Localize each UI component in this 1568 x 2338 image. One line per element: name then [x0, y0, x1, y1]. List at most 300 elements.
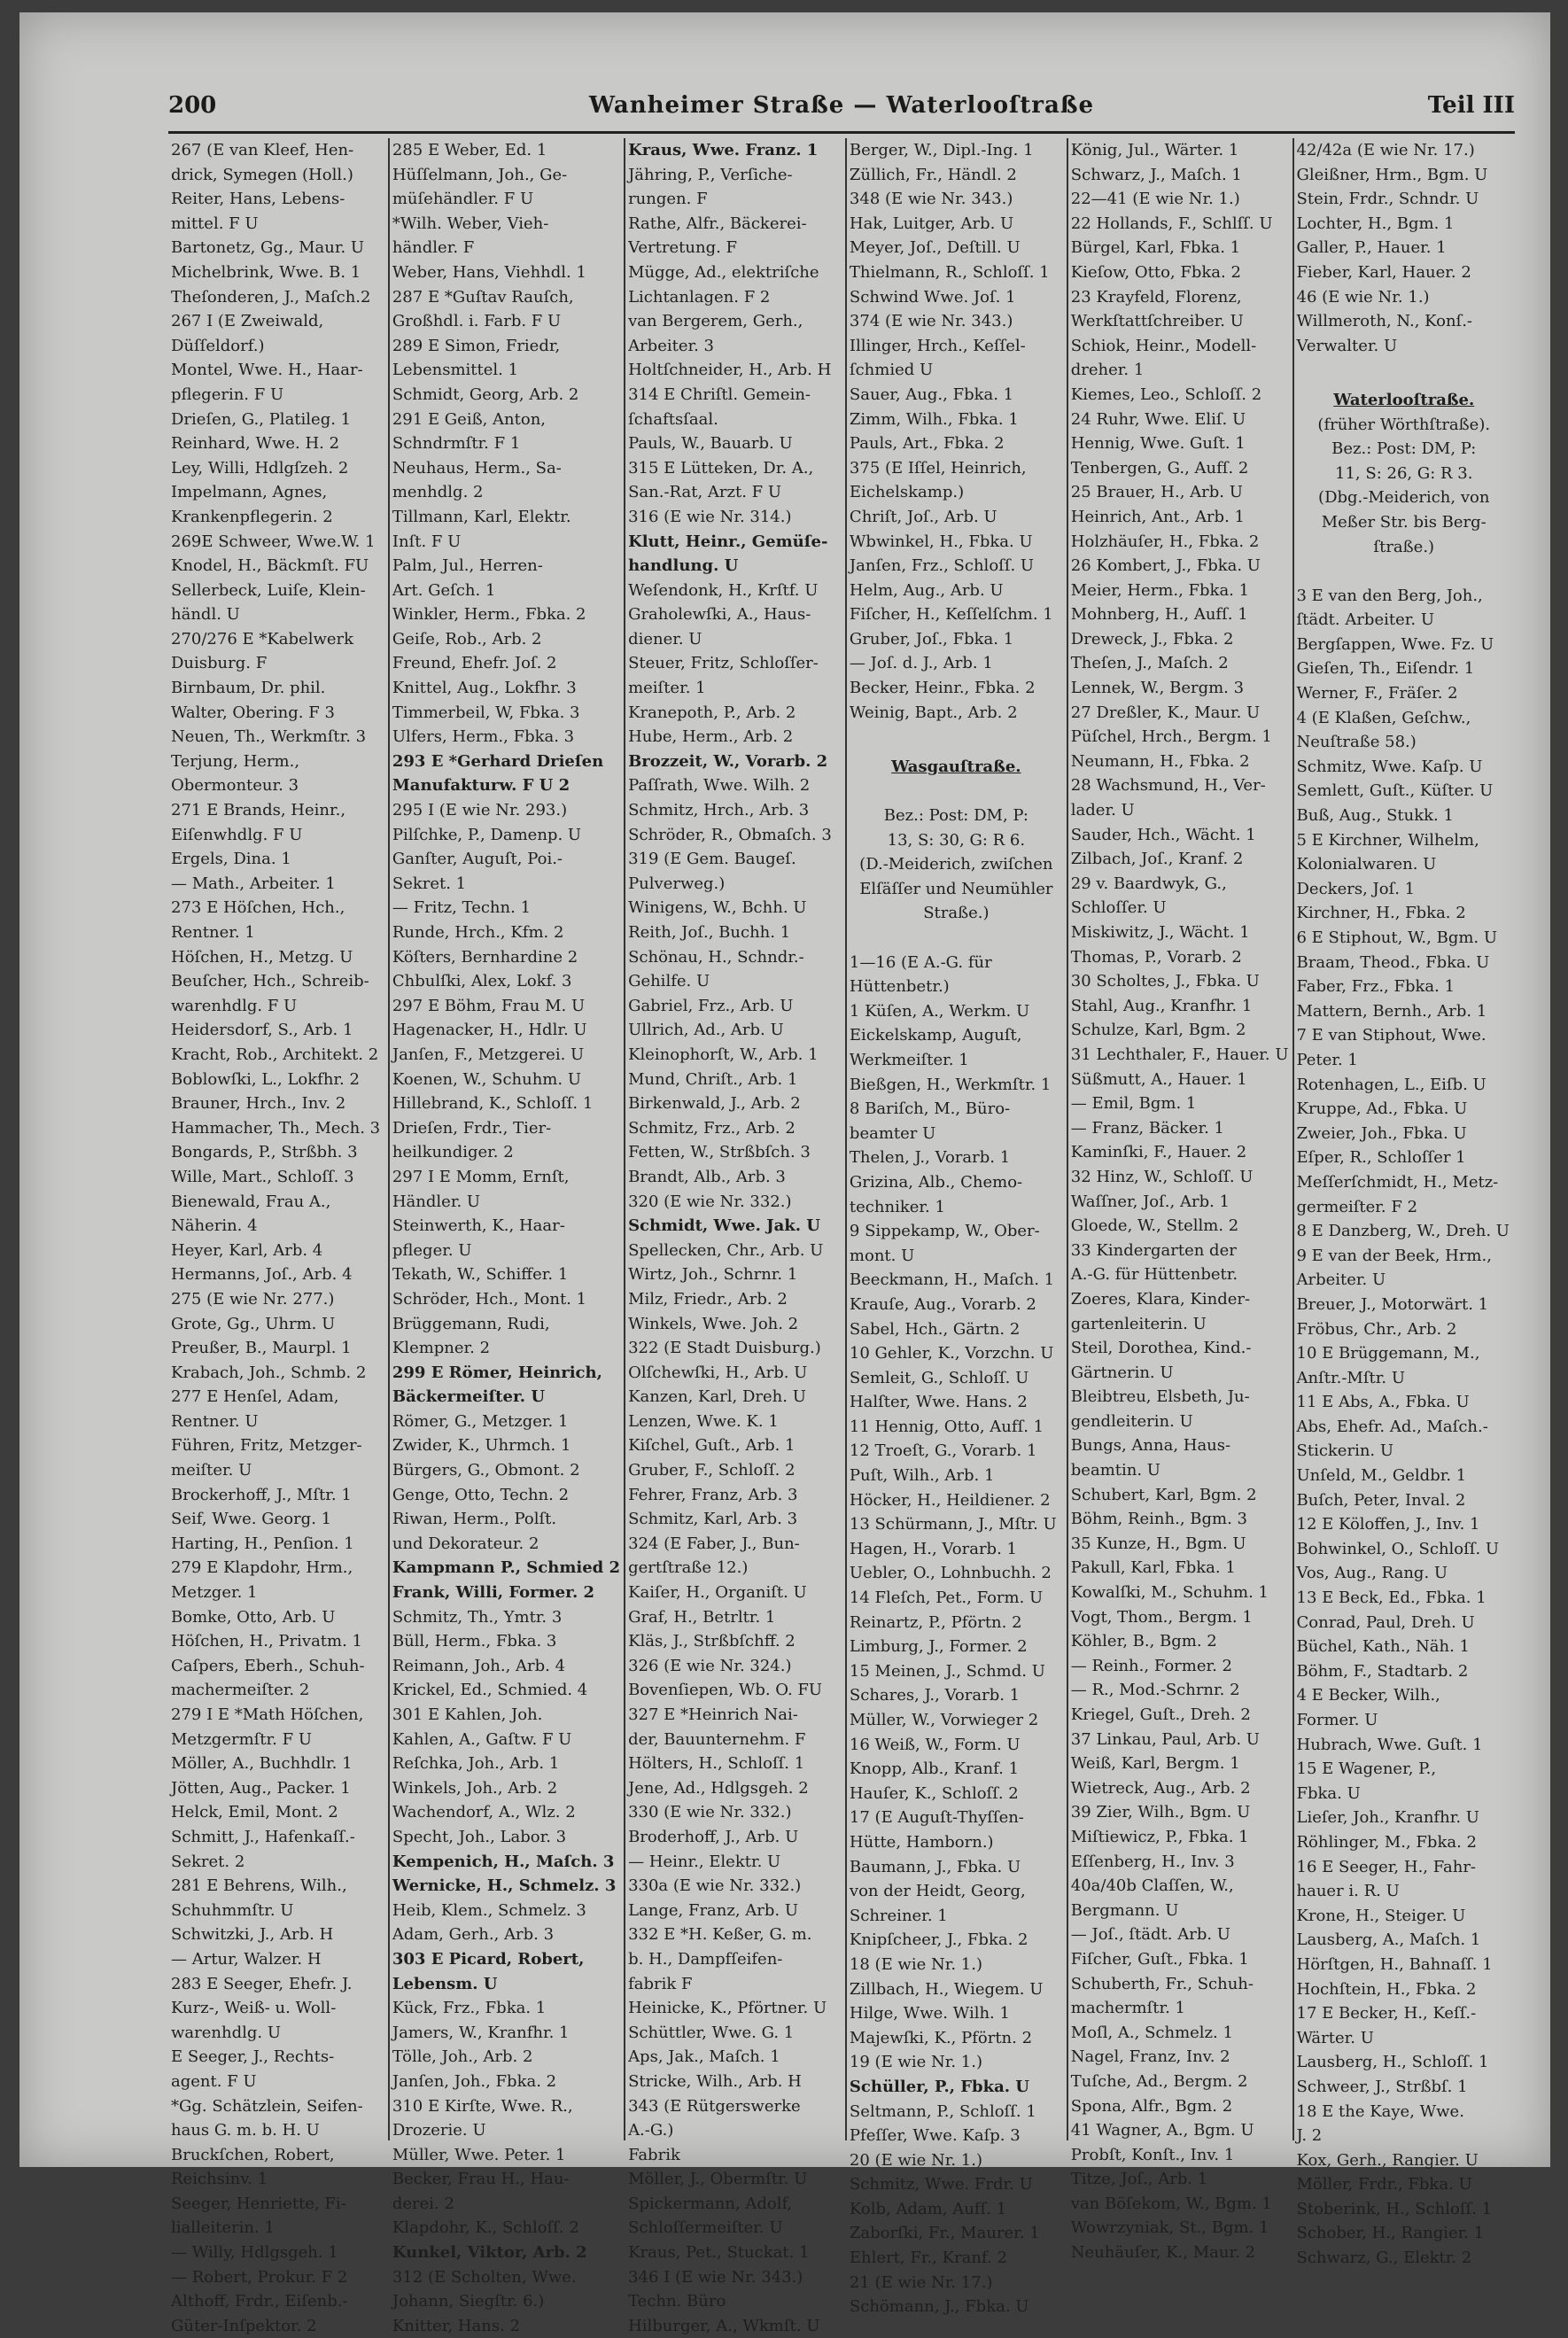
directory-entry: 348 (E wie Nr. 343.): [849, 190, 1013, 209]
directory-entry: Olſchewſki, H., Arb. U: [628, 1363, 808, 1382]
directory-entry: 14 Fleſch, Pet., Form. U: [849, 1588, 1044, 1608]
directory-entry: Kirchner, H., Fbka. 2: [1296, 904, 1466, 923]
directory-entry: Adam, Gerh., Arb. 3: [392, 1925, 555, 1945]
directory-entry: Chriſt, Joſ., Arb. U: [849, 507, 997, 526]
directory-entry: Krickel, Ed., Schmied. 4: [392, 1681, 588, 1700]
directory-entry: Spellecken, Chr., Arb. U: [628, 1240, 824, 1260]
directory-entry: Steuer, Fritz, Schloſſer-: [628, 654, 819, 673]
directory-entry: Ehlert, Fr., Kranf. 2: [849, 2249, 1007, 2268]
directory-entry: 46 (E wie Nr. 1.): [1296, 287, 1430, 307]
directory-entry: 11 E Abs, A., Fbka. U: [1296, 1393, 1470, 1412]
directory-entry: Chbulſki, Alex, Lokf. 3: [392, 972, 572, 991]
directory-entry: Thelen, J., Vorarb. 1: [849, 1148, 1011, 1168]
directory-entry: 343 (E Rütgerswerke: [628, 2096, 801, 2116]
directory-entry: Schüller, P., Fbka. U: [849, 2077, 1029, 2096]
directory-entry: Zillbach, H., Wiegem. U: [849, 1979, 1044, 1999]
directory-entry: Art. Geſch. 1: [392, 580, 496, 600]
directory-entry: Broderhoff, J., Arb. U: [628, 1827, 799, 1846]
directory-entry: Stein, Frdr., Schndr. U: [1296, 190, 1479, 209]
directory-entry: Dreweck, J., Fbka. 2: [1070, 629, 1234, 649]
directory-entry: A.-G.): [628, 2121, 674, 2140]
directory-entry: 15 Meinen, J., Schmd. U: [849, 1661, 1045, 1681]
directory-entry: Bungs, Anna, Haus-: [1070, 1436, 1231, 1456]
directory-entry: Winigens, W., Bchh. U: [628, 898, 807, 918]
directory-entry: Höſchen, H., Metzg. U: [171, 947, 353, 967]
directory-entry: Inſt. F U: [392, 532, 462, 551]
directory-entry: beamter U: [849, 1123, 936, 1143]
directory-entry: Brozzeit, W., Vorarb. 2: [628, 751, 828, 771]
directory-entry: 42/42a (E wie Nr. 17.): [1296, 141, 1475, 159]
directory-entry: Kleinophorſt, W., Arb. 1: [628, 1045, 819, 1064]
directory-entry: [850, 926, 1063, 951]
directory-entry: 17 E Becker, H., Keſſ.-: [1296, 2004, 1477, 2023]
directory-entry: Klempner. 2: [392, 1339, 491, 1358]
directory-entry: Reſchka, Joh., Arb. 1: [392, 1754, 560, 1774]
directory-entry: 275 (E wie Nr. 277.): [171, 1289, 335, 1309]
directory-entry: Meyer, Joſ., Deſtill. U: [849, 238, 1021, 258]
directory-entry: 13 E Beck, Ed., Fbka. 1: [1296, 1588, 1486, 1608]
directory-entry: Wowrzyniak, St., Bgm. 1: [1070, 2218, 1269, 2238]
directory-entry: Illinger, Hrch., Keſſel-: [849, 336, 1026, 355]
directory-entry: Manufakturw. F U 2: [392, 776, 571, 796]
directory-entry: Heidersdorf, S., Arb. 1: [171, 1021, 353, 1040]
directory-entry: Gruber, Joſ., Fbka. 1: [849, 629, 1014, 649]
directory-entry: mittel. F U: [171, 214, 259, 233]
directory-entry: Pauls, W., Bauarb. U: [628, 434, 793, 454]
directory-entry: Schreiner. 1: [849, 1906, 948, 1925]
directory-entry: Hammacher, Th., Mech. 3: [171, 1118, 381, 1138]
directory-entry: Holtſchneider, H., Arb. H: [628, 361, 832, 380]
directory-entry: Sabel, Hch., Gärtn. 2: [849, 1319, 1021, 1339]
directory-entry: Walter, Obering. F 3: [171, 703, 335, 722]
directory-entry: Gärtnerin. U: [1070, 1363, 1174, 1382]
directory-entry: Waſſner, Joſ., Arb. 1: [1070, 1192, 1230, 1211]
street-note: Bez.: Post: DM, P:: [883, 806, 1029, 826]
directory-entry: Arbeiter. U: [1296, 1270, 1386, 1290]
directory-entry: germeiſter. F 2: [1296, 1197, 1418, 1216]
directory-entry: Böhm, F., Stadtarb. 2: [1296, 1661, 1469, 1681]
directory-entry: 8 Bariſch, M., Büro-: [849, 1099, 1011, 1119]
directory-entry: Mattern, Bernh., Arb. 1: [1296, 1001, 1487, 1021]
directory-entry: Sauder, Hch., Wächt. 1: [1070, 825, 1256, 844]
directory-entry: 15 E Wagener, P.,: [1296, 1759, 1437, 1779]
directory-entry: 1 Küſen, A., Werkm. U: [849, 1001, 1030, 1021]
directory-entry: Sekret. 2: [171, 1852, 245, 1871]
directory-entry: Tekath, W., Schiffer. 1: [392, 1265, 569, 1285]
directory-entry: 32 Hinz, W., Schloſſ. U: [1070, 1167, 1254, 1186]
directory-entry: Schmidt, Georg, Arb. 2: [392, 384, 579, 404]
directory-entry: Neuhaus, Herm., Sa-: [392, 458, 562, 478]
directory-entry: 20 (E wie Nr. 1.): [849, 2150, 982, 2170]
directory-entry: Heinrich, Ant., Arb. 1: [1070, 507, 1245, 526]
directory-entry: Mohnberg, H., Aufſ. 1: [1070, 605, 1248, 625]
directory-entry: Hube, Herm., Arb. 2: [628, 727, 794, 747]
directory-entry: 7 E van Stiphout, Wwe.: [1296, 1026, 1486, 1045]
street-heading: Waterlooſtraße.: [1333, 390, 1475, 409]
directory-entry: Knodel, H., Bäckmſt. FU: [171, 556, 369, 576]
directory-entry: Schuberth, Fr., Schuh-: [1070, 1974, 1254, 1993]
directory-entry: Graf, H., Betrltr. 1: [628, 1607, 776, 1627]
directory-entry: Gabriel, Frz., Arb. U: [628, 996, 794, 1015]
directory-entry: Brüggemann, Rudi,: [392, 1314, 550, 1333]
directory-entry: Neuen, Th., Werkmſtr. 3: [171, 727, 367, 747]
directory-entry: Kraus, Wwe. Franz. 1: [628, 141, 819, 159]
directory-entry: Freund, Ehefr. Joſ. 2: [392, 654, 557, 673]
directory-entry: Heinicke, K., Pförtner. U: [628, 1999, 827, 2018]
directory-entry: Hüttenbetr.): [849, 977, 950, 997]
directory-entry: ſtädt. Arbeiter. U: [1296, 610, 1434, 630]
directory-entry: Hölters, H., Schloſſ. 1: [628, 1754, 805, 1774]
directory-entry: Seeger, Henriette, Fi-: [171, 2194, 346, 2213]
directory-entry: 267 I (E Zweiwald,: [171, 312, 324, 331]
directory-entry: Ergels, Dina. 1: [171, 850, 291, 869]
directory-entry: Graholewſki, A., Haus-: [628, 605, 811, 625]
directory-entry: Theſen, J., Maſch. 2: [1070, 654, 1229, 673]
directory-entry: lialleiterin. 1: [171, 2218, 275, 2238]
directory-entry: beamtin. U: [1070, 1461, 1160, 1480]
directory-entry: Lausberg, A., Maſch. 1: [1296, 1930, 1481, 1950]
directory-entry: pflegerin. F U: [171, 384, 284, 404]
directory-entry: 18 E the Kaye, Wwe.: [1296, 2101, 1464, 2121]
directory-entry: Duisburg. F: [171, 654, 268, 673]
directory-entry: 267 (E van Kleef, Hen-: [171, 141, 354, 159]
directory-entry: Grote, Gg., Uhrm. U: [171, 1314, 336, 1333]
directory-entry: Schmidt, Wwe. Jak. U: [628, 1216, 821, 1236]
directory-entry: agent. F U: [171, 2071, 257, 2091]
directory-entry: 374 (E wie Nr. 343.): [849, 312, 1013, 331]
directory-entry: 269E Schweer, Wwe.W. 1: [171, 532, 376, 551]
directory-columns: [168, 138, 1515, 2335]
directory-entry: Becker, Frau H., Hau-: [392, 2170, 570, 2189]
directory-entry: Schwarz, G., Elektr. 2: [1296, 2249, 1472, 2268]
directory-entry: warenhdlg. U: [171, 2023, 281, 2042]
directory-entry: Klutt, Heinr., Gemüſe-: [628, 532, 828, 551]
directory-entry: Mügge, Ad., elektriſche: [628, 262, 819, 282]
directory-entry: Janſen, Frz., Schloſſ. U: [849, 556, 1035, 576]
directory-entry: Vertretung. F: [628, 238, 738, 258]
directory-entry: Koenen, W., Schuhm. U: [392, 1069, 581, 1089]
directory-entry: 279 I E *Math Höſchen,: [171, 1705, 364, 1724]
directory-entry: Hochſtein, H., Fbka. 2: [1296, 1979, 1477, 1999]
directory-entry: 21 (E wie Nr. 17.): [849, 2272, 993, 2292]
directory-entry: 279 E Klapdohr, Hrm.,: [171, 1558, 353, 1578]
directory-entry: 297 I E Momm, Ernſt,: [392, 1167, 570, 1186]
directory-entry: Breuer, J., Motorwärt. 1: [1296, 1294, 1489, 1314]
directory-entry: — Joſ., ſtädt. Arb. U: [1070, 1925, 1230, 1945]
directory-entry: Halſter, Wwe. Hans. 2: [849, 1393, 1028, 1412]
directory-entry: A.-G. für Hüttenbetr.: [1070, 1265, 1238, 1285]
directory-entry: 16 E Seeger, H., Fahr-: [1296, 1857, 1477, 1876]
directory-entry: Müller, W., Vorwieger 2: [849, 1711, 1039, 1729]
directory-entry: 10 Gehler, K., Vorzchn. U: [849, 1344, 1054, 1363]
directory-entry: heilkundiger. 2: [392, 1143, 514, 1162]
directory-entry: 283 E Seeger, Ehefr. J.: [171, 1974, 353, 1993]
directory-entry: 22 Hollands, F., Schlſſ. U: [1070, 214, 1273, 233]
directory-entry: Hagen, H., Vorarb. 1: [849, 1539, 1017, 1558]
directory-entry: 6 E Stiphout, W., Bgm. U: [1296, 928, 1498, 947]
directory-entry: Kempenich, H., Maſch. 3: [392, 1852, 615, 1871]
directory-entry: Semlett, Guſt., Küſter. U: [1296, 781, 1494, 801]
directory-entry: Fetten, W., Strßbſch. 3: [628, 1143, 811, 1162]
directory-entry: Schweer, J., Strßbſ. 1: [1296, 2077, 1468, 2096]
directory-entry: Hermanns, Joſ., Arb. 4: [171, 1265, 353, 1285]
directory-entry: Kaminſki, F., Hauer. 2: [1070, 1143, 1247, 1162]
directory-entry: — Heinr., Elektr. U: [628, 1852, 781, 1871]
directory-entry: Rotenhagen, L., Eiſb. U: [1296, 1075, 1486, 1094]
directory-entry: Knopp, Alb., Kranf. 1: [849, 1759, 1020, 1779]
directory-entry: Helm, Aug., Arb. U: [849, 580, 1004, 600]
directory-entry: ſchmied U: [849, 361, 934, 380]
directory-entry: Probſt, Konſt., Inv. 1: [1070, 2145, 1235, 2164]
directory-entry: Harting, H., Penſion. 1: [171, 1534, 354, 1553]
directory-entry: 17 (E Auguſt-Thyſſen-: [849, 1808, 1024, 1828]
directory-entry: Bergſappen, Wwe. Fz. U: [1296, 634, 1494, 654]
directory-entry: 281 E Behrens, Wilh.,: [171, 1876, 347, 1896]
directory-entry: Specht, Joh., Labor. 3: [392, 1827, 567, 1846]
directory-entry: 285 E Weber, Ed. 1: [392, 141, 547, 159]
directory-entry: Impelmann, Agnes,: [171, 483, 328, 502]
street-note: Straße.): [923, 904, 990, 923]
directory-entry: 273 E Höſchen, Hch.,: [171, 898, 345, 918]
directory-entry: Winkler, Herm., Fbka. 2: [392, 605, 586, 625]
directory-entry: Semleit, G., Schloſſ. U: [849, 1368, 1029, 1387]
directory-entry: techniker. 1: [849, 1197, 945, 1216]
directory-entry: Buſch, Peter, Inval. 2: [1296, 1490, 1466, 1510]
directory-entry: Gleißner, Hrm., Bgm. U: [1296, 165, 1488, 184]
directory-entry: Spickermann, Adolf,: [628, 2194, 793, 2213]
directory-entry: Rentner. 1: [171, 923, 255, 942]
directory-entry: Drieſen, Frdr., Tier-: [392, 1118, 552, 1138]
directory-entry: Näherin. 4: [171, 1216, 258, 1236]
directory-entry: — Reinh., Former. 2: [1070, 1656, 1233, 1675]
directory-entry: hauer i. R. U: [1296, 1882, 1400, 1901]
directory-entry: Krankenpflegerin. 2: [171, 507, 333, 526]
directory-entry: Schares, J., Vorarb. 1: [849, 1686, 1021, 1705]
directory-entry: Lebensmittel. 1: [392, 361, 519, 380]
directory-entry: Steinwerth, K., Haar-: [392, 1216, 565, 1236]
directory-entry: händler. F: [392, 238, 475, 258]
directory-entry: Großhdl. i. Farb. F U: [392, 312, 562, 331]
directory-entry: Werkſtattſchreiber. U: [1070, 312, 1244, 331]
directory-entry: Seif, Wwe. Georg. 1: [171, 1510, 332, 1529]
directory-entry: Schndrmſtr. F 1: [392, 434, 521, 454]
directory-entry: 30 Scholtes, J., Fbka. U: [1070, 972, 1260, 991]
directory-entry: Birnbaum, Dr. phil.: [171, 679, 326, 698]
directory-entry: Mund, Chriſt., Arb. 1: [628, 1069, 798, 1089]
directory-entry: Weinig, Bapt., Arb. 2: [849, 703, 1018, 722]
directory-entry: Winkels, Wwe. Joh. 2: [628, 1314, 799, 1333]
directory-entry: Zilbach, Joſ., Kranf. 2: [1070, 850, 1244, 869]
directory-entry: 13 Schürmann, J., Mſtr. U: [849, 1515, 1057, 1534]
directory-entry: drick, Symegen (Holl.): [171, 165, 353, 184]
directory-entry: Wietreck, Aug., Arb. 2: [1070, 1778, 1251, 1798]
directory-entry: Thomas, P., Vorarb. 2: [1070, 947, 1242, 967]
directory-entry: Hilge, Wwe. Wilh. 1: [849, 2004, 1010, 2023]
directory-entry: Faber, Frz., Fbka. 1: [1296, 977, 1455, 997]
street-note: (D.-Meiderich, zwiſchen: [859, 855, 1053, 874]
directory-entry: Verwalter. U: [1296, 336, 1398, 355]
directory-entry: 293 E *Gerhard Drieſen: [392, 751, 604, 771]
directory-entry: dreher. 1: [1070, 361, 1145, 380]
directory-entry: Lenzen, Wwe. K. 1: [628, 1411, 779, 1431]
directory-entry: Pauls, Art., Fbka. 2: [849, 434, 1005, 454]
directory-entry: 330 (E wie Nr. 332.): [628, 1803, 792, 1822]
directory-entry: Händler. U: [392, 1192, 481, 1211]
directory-entry: Titze, Joſ., Arb. 1: [1070, 2170, 1208, 2189]
directory-entry: [1297, 559, 1512, 584]
directory-entry: Römer, G., Metzger. 1: [392, 1411, 569, 1431]
directory-entry: menhdlg. 2: [392, 483, 484, 502]
directory-entry: Schmitz, Frz., Arb. 2: [628, 1118, 796, 1138]
directory-entry: Wirtz, Joh., Schrnr. 1: [628, 1265, 798, 1285]
directory-entry: Wärter. U: [1296, 2028, 1374, 2047]
directory-entry: Limburg, J., Former. 2: [849, 1637, 1028, 1657]
directory-entry: 322 (E Stadt Duisburg.): [628, 1339, 821, 1358]
directory-entry: 310 E Kirſte, Wwe. R.,: [392, 2096, 573, 2116]
directory-entry: 24 Ruhr, Wwe. Eliſ. U: [1070, 409, 1246, 429]
directory-entry: Fröbus, Chr., Arb. 2: [1296, 1319, 1457, 1339]
directory-entry: 9 Sippekamp, W., Ober-: [849, 1222, 1040, 1241]
directory-entry: Grizina, Alb., Chemo-: [849, 1172, 1023, 1192]
directory-entry: 299 E Römer, Heinrich,: [392, 1363, 602, 1382]
directory-entry: Knittel, Aug., Lokfhr. 3: [392, 679, 577, 698]
directory-entry: Neumann, H., Fbka. 2: [1070, 751, 1250, 771]
directory-entry: 316 (E wie Nr. 314.): [628, 507, 792, 526]
directory-entry: 346 I (E wie Nr. 343.): [628, 2267, 803, 2287]
directory-entry: Zimm, Wilh., Fbka. 1: [849, 409, 1019, 429]
directory-entry: — Robert, Prokur. F 2: [171, 2267, 348, 2287]
directory-entry: Fehrer, Franz, Arb. 3: [628, 1485, 798, 1504]
directory-entry: Lieſer, Joh., Kranfhr. U: [1296, 1808, 1479, 1828]
directory-entry: Weber, Hans, Viehhdl. 1: [392, 262, 586, 282]
directory-entry: Güter-Inſpektor. 2: [171, 2316, 317, 2335]
directory-entry: Kox, Gerh., Rangier. U: [1296, 2150, 1479, 2170]
page-number: 200: [168, 92, 217, 119]
directory-entry: Fiſcher, H., Keſſelſchm. 1: [849, 605, 1053, 625]
directory-entry: Bartonetz, Gg., Maur. U: [171, 238, 365, 258]
directory-entry: Riwan, Herm., Polſt.: [392, 1510, 557, 1529]
directory-entry: Majewſki, K., Pförtn. 2: [849, 2028, 1033, 2047]
directory-entry: Werkmeiſter. 1: [849, 1050, 969, 1069]
directory-entry: gendleiterin. U: [1070, 1411, 1193, 1431]
directory-entry: Montel, Wwe. H., Haar-: [171, 361, 363, 380]
directory-entry: Jötten, Aug., Packer. 1: [171, 1778, 351, 1798]
directory-entry: Meſſerſchmidt, H., Metz-: [1296, 1172, 1499, 1192]
directory-entry: Knipſcheer, J., Fbka. 2: [849, 1930, 1029, 1950]
directory-entry: Drozerie. U: [392, 2121, 486, 2140]
directory-entry: Hennig, Wwe. Guſt. 1: [1070, 434, 1246, 454]
directory-entry: van Bergerem, Gerh.,: [628, 312, 803, 331]
directory-entry: Reinhard, Wwe. H. 2: [171, 434, 340, 454]
directory-entry: Beuſcher, Hch., Schreib-: [171, 972, 369, 991]
directory-entry: Rentner. U: [171, 1411, 259, 1431]
directory-entry: Jähring, P., Verſiche-: [628, 165, 793, 184]
directory-entry: Jamers, W., Kranfhr. 1: [392, 2023, 570, 2042]
directory-entry: [850, 725, 1063, 750]
directory-entry: 12 Troeſt, G., Vorarb. 1: [849, 1441, 1037, 1461]
directory-entry: Kieſow, Otto, Fbka. 2: [1070, 262, 1241, 282]
directory-entry: Hagenacker, H., Hdlr. U: [392, 1021, 587, 1040]
directory-entry: Eichelskamp.): [849, 483, 965, 502]
directory-entry: Hilburger, A., Wkmſt. U: [628, 2316, 820, 2335]
directory-entry: Reiter, Hans, Lebens-: [171, 190, 345, 209]
directory-entry: Müller, Wwe. Peter. 1: [392, 2145, 566, 2164]
directory-entry: Krauſe, Aug., Vorarb. 2: [849, 1294, 1036, 1314]
directory-entry: — R., Mod.-Schrnr. 2: [1070, 1681, 1240, 1700]
directory-entry: Arbeiter. 3: [628, 336, 715, 355]
directory-entry: Vogt, Thom., Bergm. 1: [1070, 1607, 1253, 1627]
street-note: 11, S: 26, G: R 3.: [1335, 463, 1473, 483]
directory-entry: Bruckſchen, Robert,: [171, 2145, 335, 2164]
directory-entry: Heib, Klem., Schmelz. 3: [392, 1900, 586, 1920]
directory-entry: Köhler, B., Bgm. 2: [1070, 1632, 1217, 1651]
directory-entry: Schröder, Hch., Mont. 1: [392, 1289, 587, 1309]
directory-entry: b. H., Dampfſeifen-: [628, 1949, 783, 1969]
directory-entry: 29 v. Baardwyk, G.,: [1070, 874, 1227, 893]
directory-entry: Puſt, Wilh., Arb. 1: [849, 1466, 995, 1486]
directory-entry: Bovenſiepen, Wb. O. FU: [628, 1681, 823, 1700]
street-note: (Dbg.-Meiderich, von: [1318, 488, 1490, 508]
directory-entry: Hauſer, K., Schloſſ. 2: [849, 1783, 1019, 1803]
directory-entry: 315 E Lütteken, Dr. A.,: [628, 458, 814, 478]
directory-entry: gertſtraße 12.): [628, 1558, 749, 1578]
directory-entry: Kurz-, Weiß- u. Woll-: [171, 1999, 337, 2018]
directory-entry: Eſper, R., Schloſſer 1: [1296, 1148, 1466, 1168]
directory-entry: Jene, Ad., Hdlgsgeh. 2: [628, 1778, 809, 1798]
directory-entry: Hak, Luitger, Arb. U: [849, 214, 1014, 233]
directory-entry: Möller, Frdr., Fbka. U: [1296, 2175, 1472, 2194]
directory-entry: Süßmutt, A., Hauer. 1: [1070, 1069, 1247, 1089]
directory-entry: Bienewald, Frau A.,: [171, 1192, 331, 1211]
street-range-title: Wanheimer Straße — Waterlooſtraße: [588, 92, 1095, 119]
directory-entry: Timmerbeil, W, Fbka. 3: [392, 703, 580, 722]
directory-entry: 332 E *H. Keßer, G. m.: [628, 1925, 812, 1945]
directory-entry: Zoeres, Klara, Kinder-: [1070, 1289, 1251, 1309]
directory-entry: 35 Kunze, H., Bgm. U: [1070, 1534, 1246, 1553]
directory-entry: Kolonialwaren. U: [1296, 855, 1437, 874]
directory-entry: Schmitz, Wwe. Frdr. U: [849, 2175, 1033, 2194]
directory-entry: von der Heidt, Georg,: [849, 1882, 1026, 1901]
directory-entry: Bohwinkel, O., Schloſſ. U: [1296, 1539, 1500, 1558]
directory-entry: Fabrik: [628, 2145, 680, 2164]
directory-entry: Pakull, Karl, Fbka. 1: [1070, 1558, 1236, 1578]
directory-entry: Metzger. 1: [171, 1583, 258, 1603]
directory-entry: Genge, Otto, Techn. 2: [392, 1485, 570, 1504]
directory-entry: Lange, Franz, Arb. U: [628, 1900, 799, 1920]
directory-entry: Schmitz, Karl, Arb. 3: [628, 1510, 798, 1529]
directory-entry: Sellerbeck, Luiſe, Klein-: [171, 580, 366, 600]
directory-entry: Kampmann P., Schmied 2: [392, 1558, 621, 1578]
directory-entry: diener. U: [628, 629, 702, 649]
street-note: Meßer Str. bis Berg-: [1321, 512, 1486, 532]
directory-entry: Reinartz, P., Pförtn. 2: [849, 1612, 1022, 1632]
directory-entry: Janſen, F., Metzgerei. U: [392, 1045, 585, 1064]
directory-entry: Conrad, Paul, Dreh. U: [1296, 1612, 1475, 1632]
directory-entry: 16 Weiß, W., Form. U: [849, 1735, 1021, 1754]
directory-entry: Schuhmmſtr. U: [171, 1900, 294, 1920]
directory-entry: Gieſen, Th., Eiſendr. 1: [1296, 659, 1475, 679]
directory-entry: 37 Linkau, Paul, Arb. U: [1070, 1729, 1260, 1749]
directory-entry: 10 E Brüggemann, M.,: [1296, 1344, 1480, 1363]
directory-entry: 8 E Danzberg, W., Dreh. U: [1296, 1222, 1510, 1241]
directory-entry: Baumann, J., Fbka. U: [849, 1857, 1021, 1876]
directory-entry: Stickerin. U: [1296, 1441, 1394, 1461]
directory-column-3: [625, 138, 847, 2335]
directory-entry: Buß, Aug., Stukk. 1: [1296, 806, 1454, 826]
directory-entry: Bergmann. U: [1070, 1900, 1179, 1920]
directory-entry: 312 (E Scholten, Wwe.: [392, 2267, 577, 2287]
directory-entry: Büll, Herm., Fbka. 3: [392, 1632, 557, 1651]
